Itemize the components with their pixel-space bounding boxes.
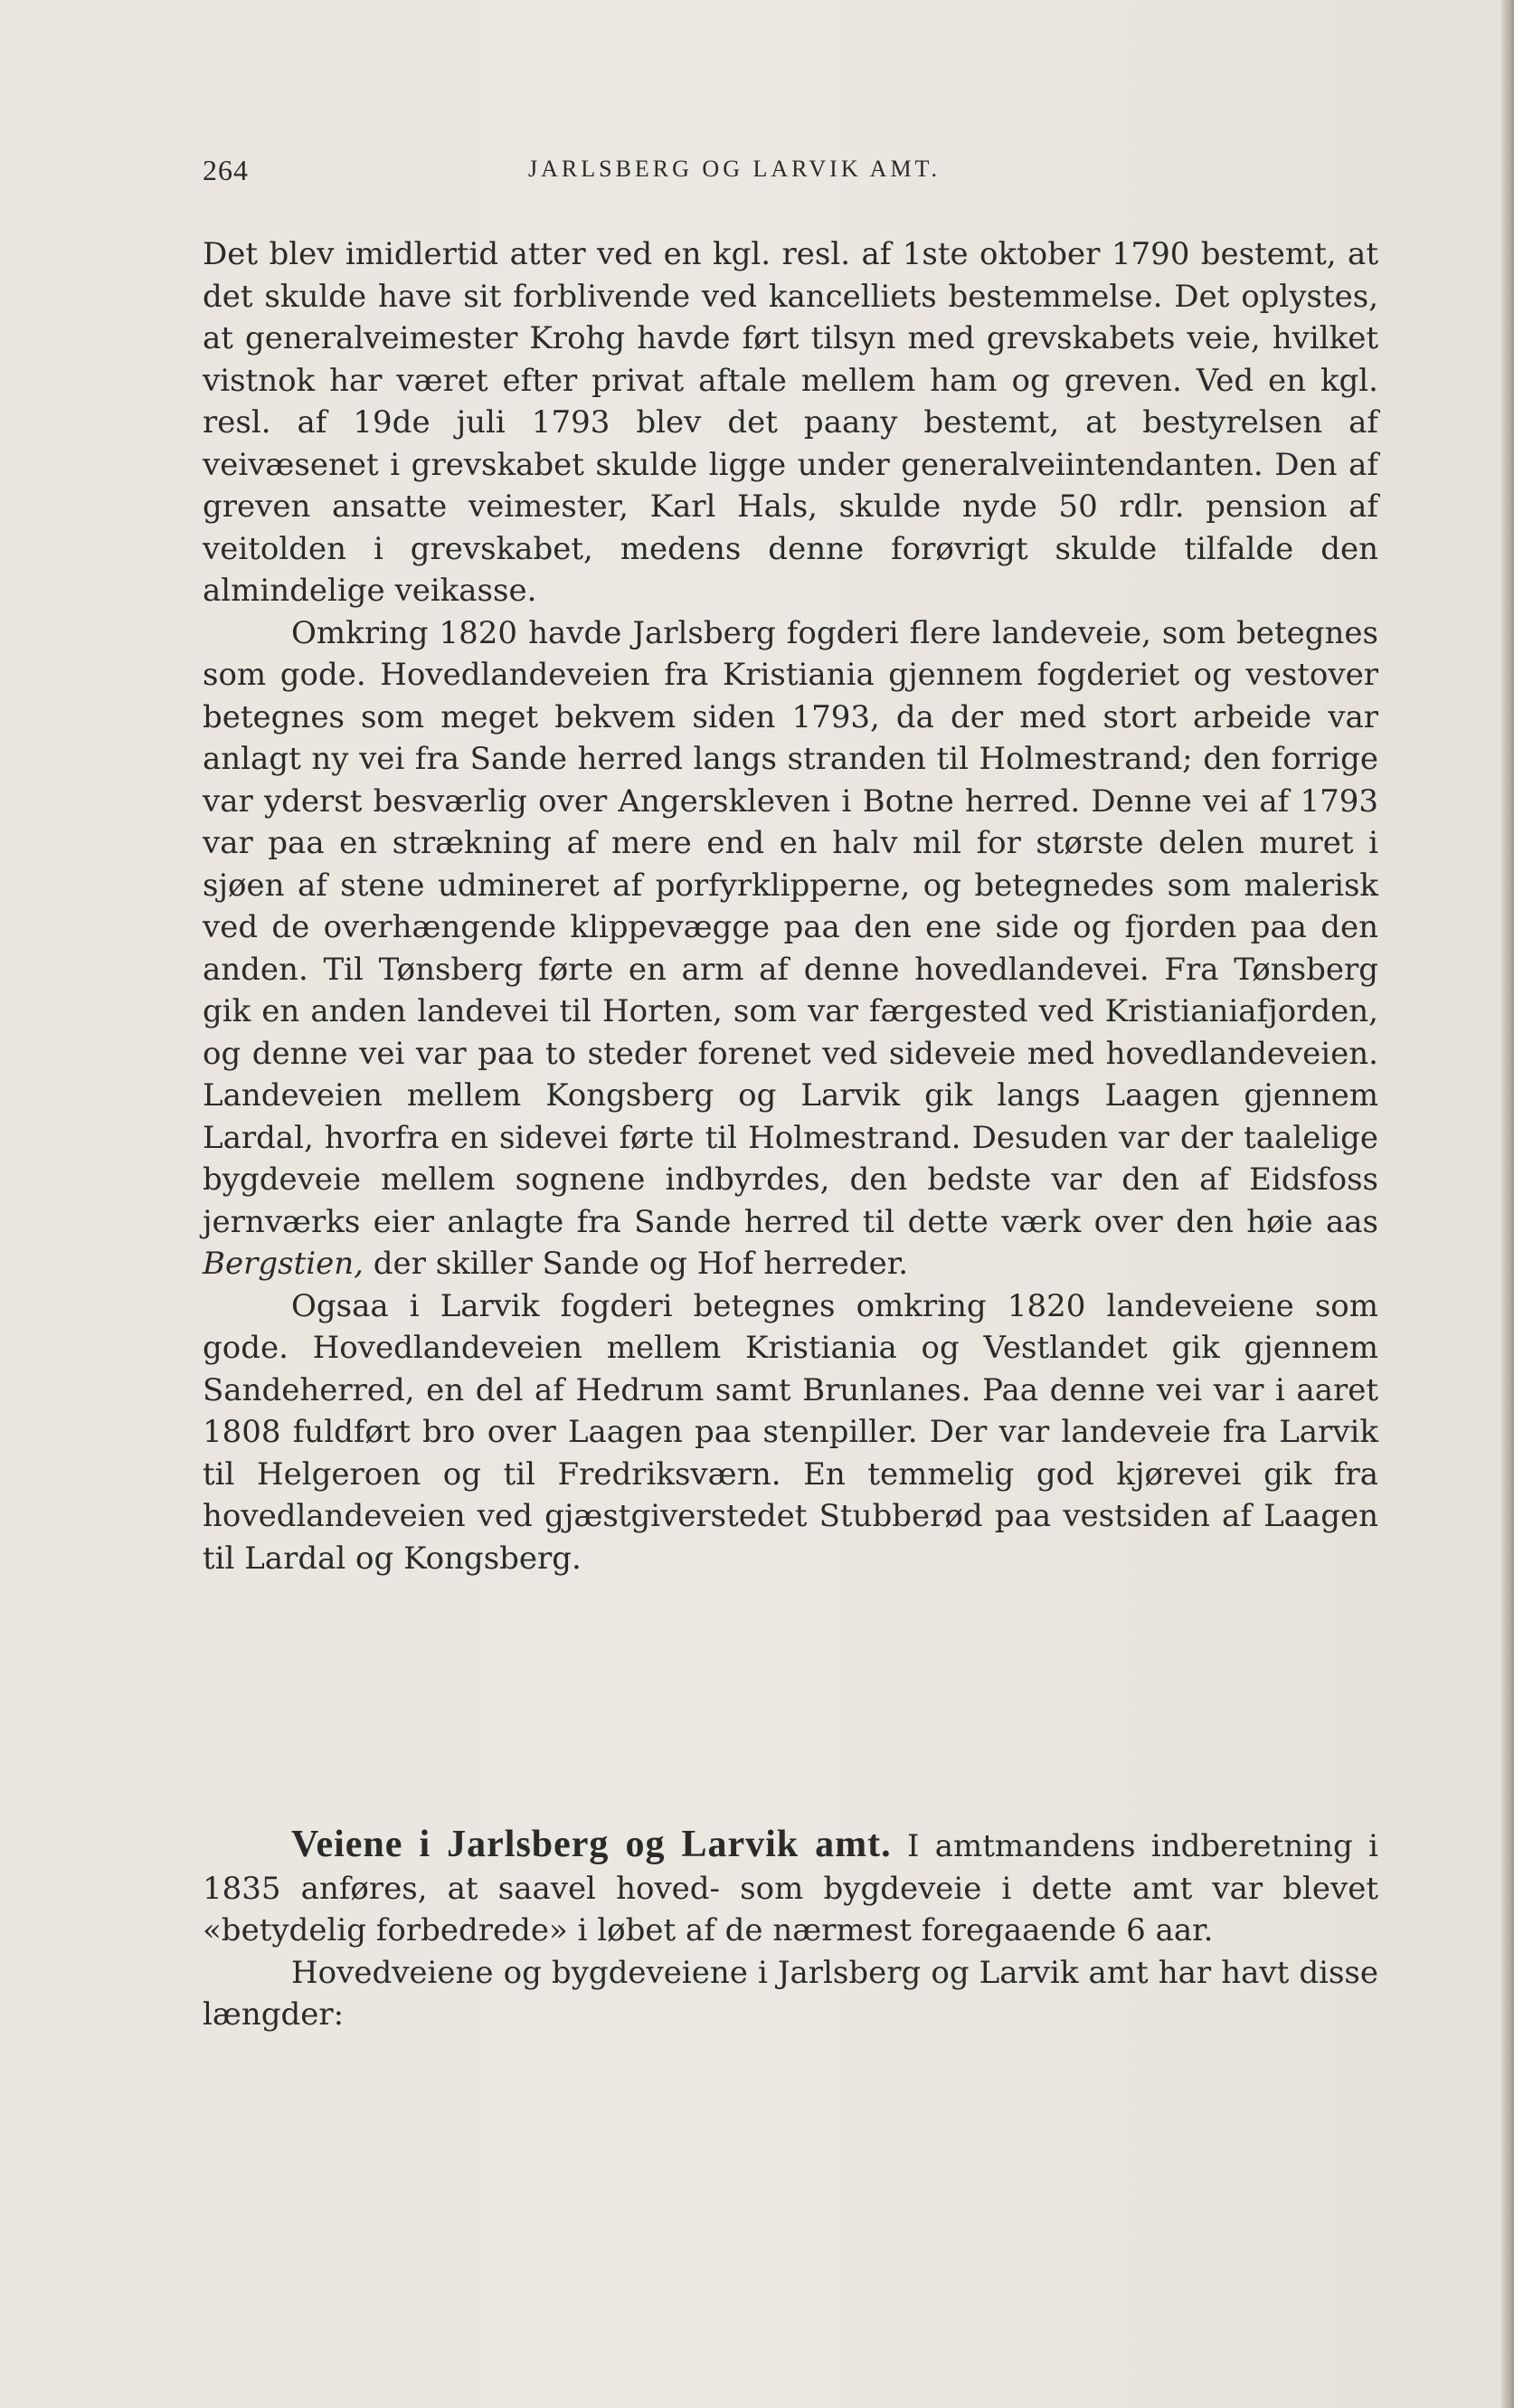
section-intro-text: I amtmandens indberetning i 1835 anføres, at saavel hoved- som bygdeveie i dette amt var blevet «betydelig forbedrede» i løbet af de nærmest foregaaende 6 aar. [203,1828,1378,1948]
paragraph-1-text: Det blev imidlertid atter ved en kgl. resl. af 1ste oktober 1790 bestemt, at det skulde have sit forblivende ved kancelliets bestemmelse. Det oplystes, at generalveimester Krohg havde ført tilsyn med grevskabets veie, hvilket vistnok har været efter privat aftale mellem ham og greven. Ved en kgl. resl. af 19de juli 1793 blev det paany bestemt, at bestyrelsen af veivæsenet i grevskabet skulde ligge under generalveiintendanten. Den af greven ansatte veimester, Karl Hals, skulde nyde 50 rdlr. pension af veitolden i grevskabet, medens denne forøvrigt skulde tilfalde den almindelige veikasse. [203,236,1378,609]
section-paragraph-1 [203,1824,1378,1952]
running-head: JARLSBERG OG LARVIK AMT. [528,156,942,182]
section-title: Veiene i Jarlsberg og Larvik amt. [291,1824,892,1865]
paragraph-2 [203,612,1378,1285]
section-paragraph-2-text: Hovedveiene og bygdeveiene i Jarlsberg og Larvik amt har havt disse længder: [203,1954,1378,2033]
paragraph-3-text: Ogsaa i Larvik fogderi betegnes omkring 1820 landeveiene som gode. Hovedlandeveien mellem Kristiania og Vestlandet gik gjennem Sandeherred, en del af Hedrum samt Brunlanes. Paa denne vei var i aaret 1808 fuldført bro over Laagen paa stenpiller. Der var landeveie fra Larvik til Helgeroen og til Fredriksværn. En temmelig god kjørevei gik fra hovedlandeveien ved gjæstgiverstedet Stubberød paa vestsiden af Laagen til Lardal og Kongsberg. [203,1287,1378,1577]
paragraph-1 [203,233,1378,612]
page-number: 264 [203,154,249,186]
page-edge [1501,0,1514,2408]
place-name-italic: Bergstien, [203,1246,364,1282]
paragraph-2-text: Omkring 1820 havde Jarlsberg fogderi flere landeveie, som betegnes som gode. Hovedlandeveien fra Kristiania gjennem fogderiet og vestover betegnes som meget bekvem siden 1793, da der med stort arbeide var anlagt ny vei fra Sande herred langs stranden til Holmestrand; den forrige var yderst besværlig over Angerskleven i Botne herred. Denne vei af 1793 var paa en strækning af mere end en halv mil for største delen muret i sjøen af stene udmineret af porfyrklipperne, og betegnedes som malerisk ved de overhængende klippevægge paa den ene side og fjorden paa den anden. Til Tønsberg førte en arm af denne hovedlandevei. Fra Tønsberg gik en anden landevei til Horten, som var færgested ved Kristianiafjorden, og denne vei var paa to steder forenet ved sideveie med hovedlandeveien. Landeveien mellem Kongsberg og Larvik gik langs Laagen gjennem Lardal, hvorfra en sidevei førte til Holmestrand. Desuden var der taalelige bygdeveie mellem sognene indbyrdes, den bedste var den af Eidsfoss jernværks eier anlagte fra Sande herred til dette værk over den høie aas [203,614,1378,1240]
section [203,1824,1378,2036]
body-text [203,233,1378,1579]
paragraph-3 [203,1285,1378,1580]
section-paragraph-2 [203,1952,1378,2036]
paragraph-2-text-end: der skiller Sande og Hof herreder. [363,1246,909,1282]
page-header [203,154,1378,190]
